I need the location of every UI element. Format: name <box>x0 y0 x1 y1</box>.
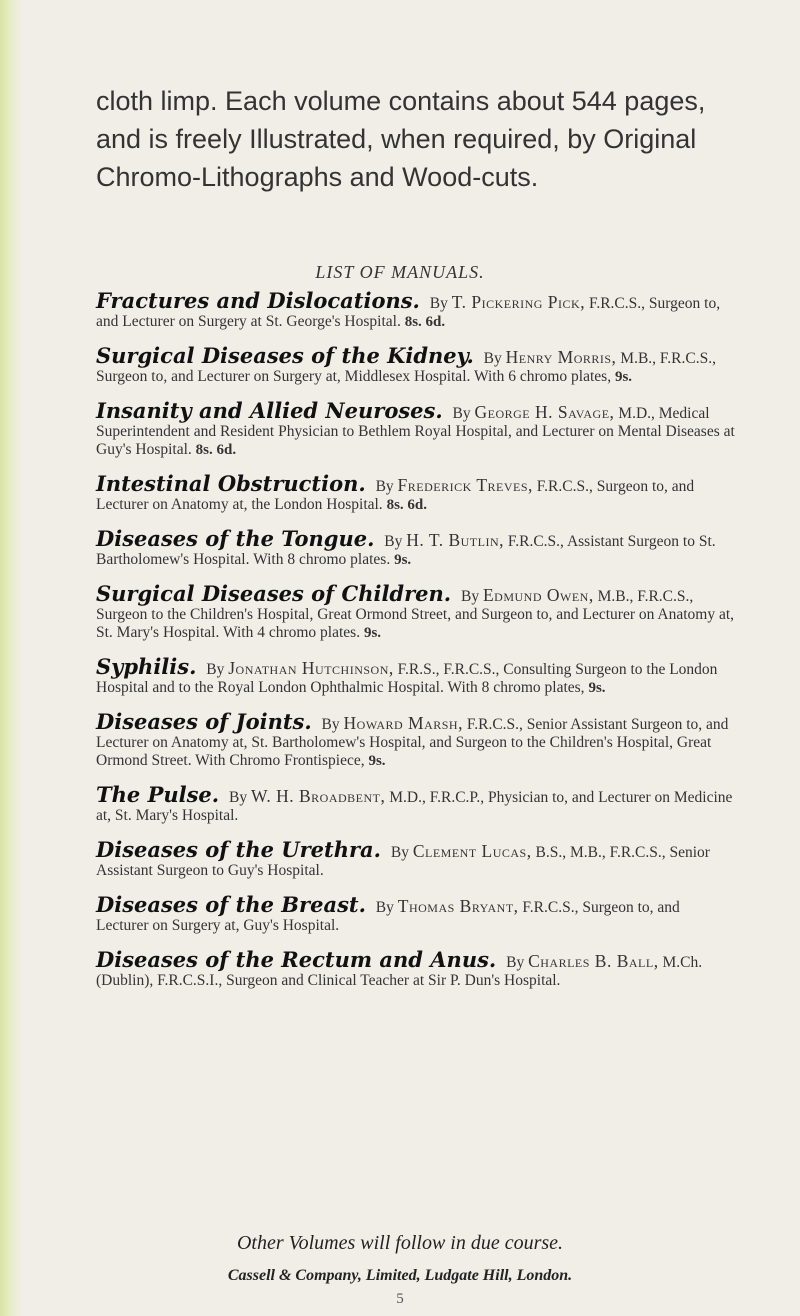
manual-entry <box>96 288 736 331</box>
manual-author: Jonathan Hutchinson, <box>228 658 394 678</box>
manual-entry <box>96 526 736 569</box>
manual-title: Diseases of the Rectum and Anus. <box>96 947 497 972</box>
footer-note: Other Volumes will follow in due course. <box>236 1232 564 1254</box>
manual-entry <box>96 581 736 642</box>
manual-by: By <box>206 661 225 678</box>
manual-by: By <box>390 844 409 861</box>
manual-title: Diseases of the Urethra. <box>96 837 381 862</box>
manual-description: F.R.C.S., Surgeon to, and Lecturer on Surgery at St. George's Hospital. <box>96 295 721 330</box>
manual-entry <box>96 709 736 770</box>
manual-description: M.D., Medical Superintendent and Resident Physician to Bethlem Royal Hospital, and Lecturer on Mental Diseases at Guy's Hospital. <box>96 405 735 458</box>
manual-price: 9s. <box>588 680 606 696</box>
publisher-imprint: Cassell & Company, Limited, Ludgate Hill, London. <box>227 1267 573 1284</box>
manual-description: M.B., F.R.C.S., Surgeon to the Children's Hospital, Great Ormond Street, and Surgeon to, and Lecturer on Anatomy at, St. Mary's Hospital. With 4 chromo plates. <box>96 588 735 641</box>
manual-title: Insanity and Allied Neuroses. <box>96 398 443 423</box>
manual-author: Frederick Treves, <box>397 475 533 495</box>
list-heading: LIST OF MANUALS. <box>315 262 485 282</box>
manual-title: Intestinal Obstruction. <box>96 471 366 496</box>
manual-price: 9s. <box>614 369 633 385</box>
manual-entry <box>96 837 736 880</box>
manual-entry <box>96 343 736 386</box>
intro-paragraph: cloth limp. Each volume contains about 544 pages, and is freely Illustrated, when required, by Original Chromo-Lithographs and Wood-cuts. <box>96 86 706 192</box>
manual-by: By <box>375 478 394 495</box>
manual-description: F.R.C.S., Surgeon to, and Lecturer on Surgery at, Guy's Hospital. <box>96 899 680 934</box>
manual-price: 8s. 6d. <box>195 442 237 458</box>
manual-author: Thomas Bryant, <box>397 896 519 916</box>
manual-author: H. T. Butlin, <box>406 530 504 550</box>
manual-description: F.R.C.S., Assistant Surgeon to St. Bartholomew's Hospital. With 8 chromo plates. <box>96 533 716 568</box>
manual-entry <box>96 947 736 990</box>
manual-by: By <box>384 533 403 550</box>
manual-author: T. Pickering Pick, <box>451 292 586 312</box>
manual-entry <box>96 782 736 825</box>
manual-entry <box>96 892 736 935</box>
manual-list <box>96 288 736 1006</box>
manual-author: Henry Morris, <box>505 347 617 367</box>
manual-description: M.Ch. (Dublin), F.R.C.S.I., Surgeon and Clinical Teacher at Sir P. Dun's Hospital. <box>96 954 703 989</box>
manual-description: M.D., F.R.C.P., Physician to, and Lecturer on Medicine at, St. Mary's Hospital. <box>96 789 733 824</box>
manual-title: Fractures and Dislocations. <box>96 288 420 313</box>
manual-author: Clement Lucas, <box>412 841 532 861</box>
manual-by: By <box>452 405 471 422</box>
manual-price: 9s. <box>394 552 412 568</box>
manual-description: F.R.C.S., Senior Assistant Surgeon to, and Lecturer on Anatomy at, St. Bartholomew's Hospital, and Surgeon to the Children's Hospital, Great Ormond Street. With Chromo Frontispiece, <box>96 716 729 769</box>
manual-title: The Pulse. <box>96 782 220 807</box>
manual-description: F.R.C.S., Surgeon to, and Lecturer on Anatomy at, the London Hospital. <box>96 478 695 513</box>
manual-title: Surgical Diseases of the Kidney. <box>96 343 474 368</box>
manual-by: By <box>506 954 525 971</box>
manual-by: By <box>321 716 340 733</box>
manual-by: By <box>429 295 448 312</box>
manual-by: By <box>228 789 248 806</box>
manual-entry <box>96 398 736 459</box>
manual-description: B.S., M.B., F.R.C.S., Senior Assistant Surgeon to Guy's Hospital. <box>96 844 710 879</box>
manual-author: W. H. Broadbent, <box>250 786 386 806</box>
manual-by: By <box>483 350 502 367</box>
manual-author: Howard Marsh, <box>343 713 463 733</box>
manual-author: Charles B. Ball, <box>528 951 659 971</box>
manual-title: Surgical Diseases of Children. <box>96 581 452 606</box>
manual-price: 9s. <box>368 753 386 769</box>
page-number: 5 <box>396 1291 404 1307</box>
manual-price: 8s. 6d. <box>404 314 446 330</box>
manual-description: F.R.S., F.R.C.S., Consulting Surgeon to the London Hospital and to the Royal London Ophthalmic Hospital. With 8 chromo plates, <box>96 661 718 696</box>
manual-entry <box>96 471 736 514</box>
manual-title: Diseases of the Tongue. <box>96 526 375 551</box>
manual-by: By <box>461 588 480 605</box>
manual-title: Diseases of the Breast. <box>96 892 366 917</box>
manual-description: M.B., F.R.C.S., Surgeon to, and Lecturer on Surgery at, Middlesex Hospital. With 6 chromo plates, <box>96 350 716 385</box>
manual-price: 8s. 6d. <box>386 497 427 513</box>
manual-by: By <box>375 899 394 916</box>
manual-title: Syphilis. <box>96 654 197 679</box>
manual-author: Edmund Owen, <box>482 585 594 605</box>
manual-title: Diseases of Joints. <box>96 709 312 734</box>
manual-author: George H. Savage, <box>474 402 615 422</box>
manual-entry <box>96 654 736 697</box>
manual-price: 9s. <box>363 625 382 641</box>
